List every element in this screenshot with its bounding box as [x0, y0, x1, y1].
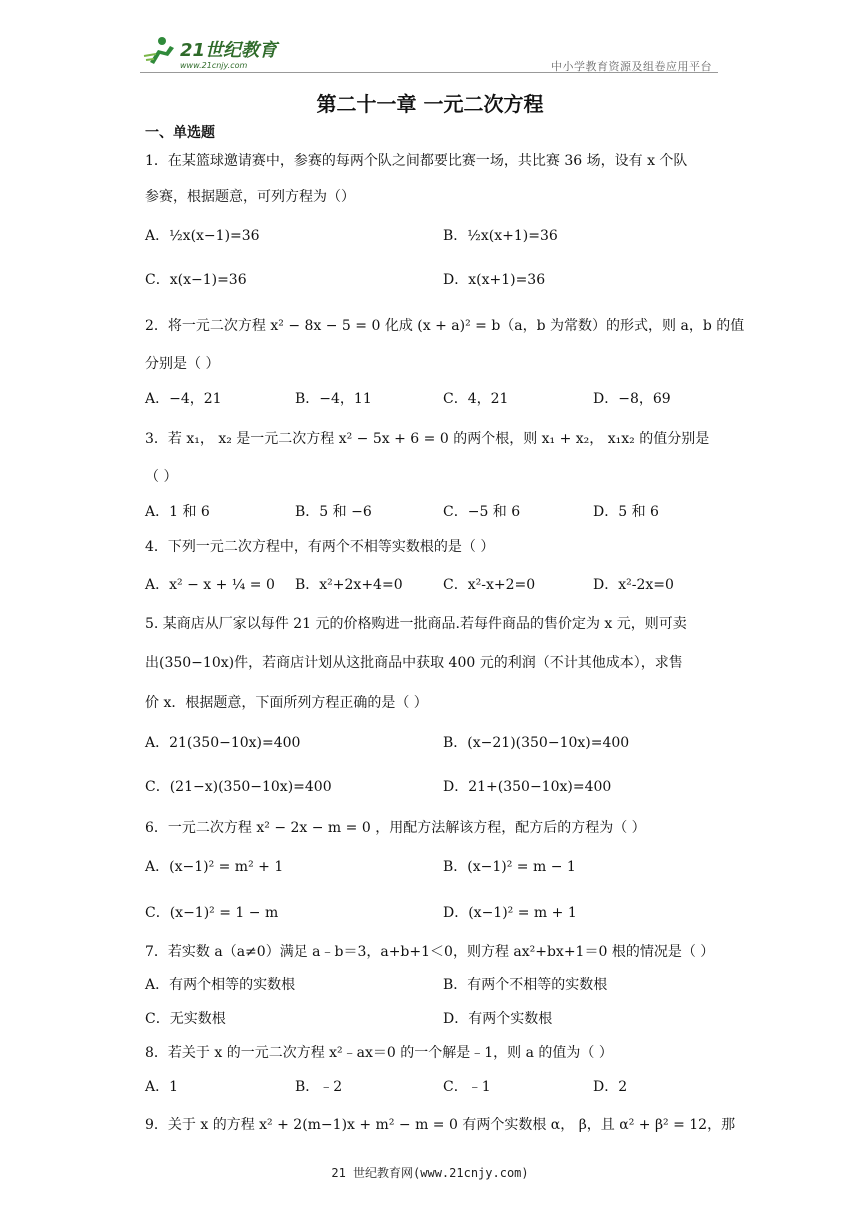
question-5-line-2: 出(350−10x)件，若商店计划从这批商品中获取 400 元的利润（不计其他成本），求售 — [145, 655, 683, 671]
question-7-option-a: A．有两个相等的实数根 — [145, 977, 296, 993]
question-2-option-a: A．−4，21 — [145, 391, 222, 407]
question-7-option-b: B．有两个不相等的实数根 — [443, 977, 608, 993]
question-4-option-b: B．x²+2x+4=0 — [295, 577, 403, 593]
question-2-line-2: 分别是（ ） — [145, 356, 220, 372]
question-2-option-b: B．−4，11 — [295, 391, 372, 407]
question-6-option-d: D．(x−1)² = m + 1 — [443, 905, 577, 921]
question-5-line-1: 5. 某商店从厂家以每件 21 元的价格购进一批商品.若每件商品的售价定为 x 元，则可卖 — [145, 616, 687, 632]
question-5-option-a: A．21(350−10x)=400 — [145, 735, 301, 751]
question-8-option-b: B．﹣2 — [295, 1079, 343, 1095]
logo-21cnjy — [140, 32, 290, 72]
question-4-option-d: D．x²-2x=0 — [593, 577, 674, 593]
question-1-option-d: D．x(x+1)=36 — [443, 272, 546, 288]
question-6-option-a: A．(x−1)² = m² + 1 — [145, 859, 284, 875]
question-5-line-3: 价 x．根据题意，下面所列方程正确的是（ ） — [145, 695, 428, 711]
question-3-option-b: B．5 和 −6 — [295, 504, 372, 520]
question-5-option-c: C．(21−x)(350−10x)=400 — [145, 779, 332, 795]
question-7-option-c: C．无实数根 — [145, 1011, 226, 1027]
question-8-option-c: C．﹣1 — [443, 1079, 491, 1095]
question-3-option-d: D．5 和 6 — [593, 504, 659, 520]
question-4-line-1: 4．下列一元二次方程中，有两个不相等实数根的是（ ） — [145, 539, 495, 555]
question-1-line-2: 参赛，根据题意，可列方程为（） — [145, 189, 355, 205]
platform-label: 中小学教育资源及组卷应用平台 — [551, 60, 712, 73]
logo-text: 21世纪教育 — [180, 40, 278, 61]
question-1-option-c: C．x(x−1)=36 — [145, 272, 247, 288]
question-5-option-d: D．21+(350−10x)=400 — [443, 779, 612, 795]
page-title: 第二十一章 一元二次方程 — [316, 92, 544, 116]
question-2-line-1: 2．将一元二次方程 x² − 8x − 5 = 0 化成 (x + a)² = b（a，b 为常数）的形式，则 a，b 的值 — [145, 318, 745, 334]
question-7-line-1: 7．若实数 a（a≠0）满足 a﹣b＝3，a+b+1＜0，则方程 ax²+bx+1＝0 根的情况是（ ） — [145, 944, 715, 960]
question-8-option-d: D．2 — [593, 1079, 628, 1095]
question-8-line-1: 8．若关于 x 的一元二次方程 x²﹣ax＝0 的一个解是﹣1，则 a 的值为（ ） — [145, 1045, 613, 1061]
question-7-option-d: D．有两个实数根 — [443, 1011, 553, 1027]
question-9-line-1: 9．关于 x 的方程 x² + 2(m−1)x + m² − m = 0 有两个实数根 α， β，且 α² + β² = 12，那 — [145, 1117, 736, 1133]
section-heading: 一、单选题 — [145, 125, 215, 141]
question-1-option-b: B．½x(x+1)=36 — [443, 228, 558, 244]
question-6-option-b: B．(x−1)² = m − 1 — [443, 859, 576, 875]
question-6-line-1: 6．一元二次方程 x² − 2x − m = 0 ，用配方法解该方程，配方后的方程为（ ） — [145, 820, 646, 836]
question-4-option-a: A．x² − x + ¼ = 0 — [145, 577, 275, 593]
logo-url: www.21cnjy.com — [180, 61, 248, 70]
question-3-option-c: C．−5 和 6 — [443, 504, 521, 520]
question-5-option-b: B．(x−21)(350−10x)=400 — [443, 735, 630, 751]
question-1-option-a: A．½x(x−1)=36 — [145, 228, 260, 244]
question-1-line-1: 1．在某篮球邀请赛中，参赛的每两个队之间都要比赛一场，共比赛 36 场，设有 x 个队 — [145, 153, 688, 169]
question-4-option-c: C．x²-x+2=0 — [443, 577, 536, 593]
question-8-option-a: A．1 — [145, 1079, 179, 1095]
question-2-option-c: C．4，21 — [443, 391, 509, 407]
question-3-option-a: A．1 和 6 — [145, 504, 210, 520]
question-3-line-1: 3．若 x₁， x₂ 是一元二次方程 x² − 5x + 6 = 0 的两个根，则 x₁ + x₂， x₁x₂ 的值分别是 — [145, 431, 710, 447]
question-3-line-2: （ ） — [145, 469, 178, 485]
question-6-option-c: C．(x−1)² = 1 − m — [145, 905, 279, 921]
question-2-option-d: D．−8，69 — [593, 391, 671, 407]
page-footer: 21 世纪教育网(www.21cnjy.com) — [331, 1166, 529, 1180]
